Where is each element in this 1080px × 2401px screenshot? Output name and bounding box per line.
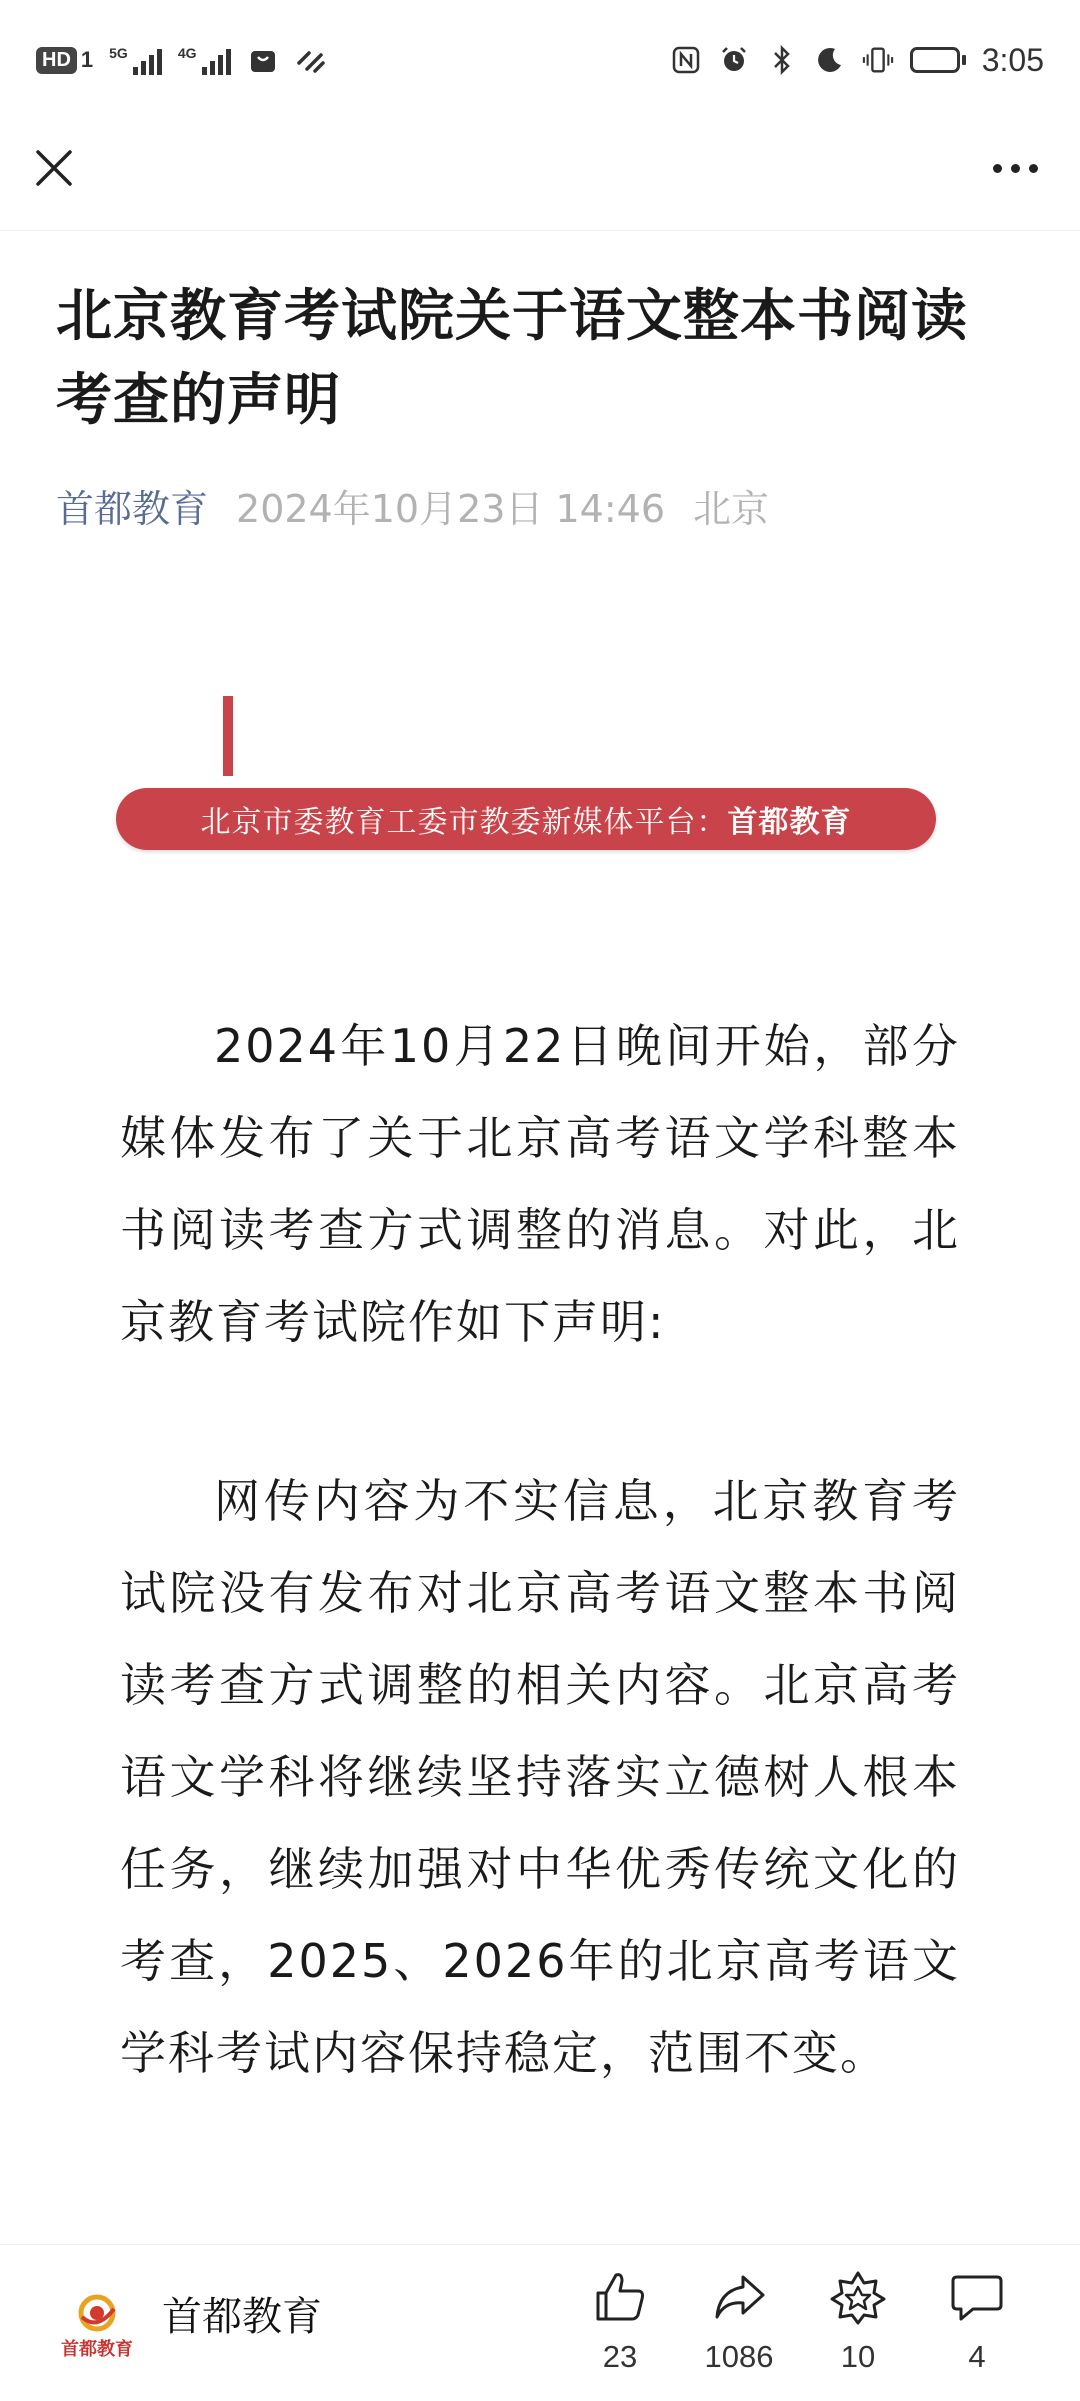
author-link[interactable]: 首都教育 <box>56 487 209 531</box>
close-button[interactable] <box>26 140 82 196</box>
top-nav <box>0 120 1080 231</box>
hd-label: HD <box>36 47 77 74</box>
sim-label: 1 <box>80 47 94 72</box>
banner-accent-line <box>223 696 233 776</box>
moon-icon <box>814 44 846 76</box>
banner-pill <box>116 788 936 850</box>
thumbs-up-icon <box>590 2267 650 2327</box>
signal-4g-icon <box>178 45 231 75</box>
close-icon <box>34 148 74 188</box>
signal-4g-tag: 4G <box>177 45 197 61</box>
brand-banner-image <box>80 680 960 860</box>
battery-icon <box>910 47 966 73</box>
comment-icon <box>947 2267 1007 2327</box>
account-logo[interactable] <box>52 2287 142 2367</box>
shopping-bag-icon <box>247 44 279 76</box>
logo-text: 首都教育 <box>61 2339 133 2360</box>
share-button[interactable] <box>674 2267 804 2375</box>
signal-5g-icon <box>109 45 162 75</box>
banner-brand: 首都教育 <box>727 805 852 840</box>
share-icon <box>709 2267 769 2327</box>
bottom-action-bar <box>0 2244 1080 2401</box>
comment-button[interactable] <box>912 2267 1042 2375</box>
publish-location: 北京 <box>693 487 770 531</box>
clock: 3:05 <box>981 41 1044 78</box>
share-count: 1086 <box>704 2339 774 2374</box>
like-count: 23 <box>602 2339 638 2374</box>
banner-text: 北京市委教育工委市教委新媒体平台： <box>200 805 728 840</box>
wow-count: 10 <box>840 2339 876 2374</box>
more-icon <box>993 164 1002 173</box>
more-button[interactable] <box>980 140 1050 196</box>
bluetooth-icon <box>766 44 798 76</box>
comment-count: 4 <box>968 2339 986 2374</box>
nfc-icon <box>670 44 702 76</box>
like-button[interactable] <box>555 2267 685 2375</box>
status-bar <box>0 0 1080 120</box>
link-icon <box>295 44 327 76</box>
wow-button[interactable] <box>793 2267 923 2375</box>
publish-datetime: 2024年10月23日 14:46 <box>236 487 666 531</box>
article-paragraph: 网传内容为不实信息，北京教育考试院没有发布对北京高考语文整本书阅读考查方式调整的相关内容。北京高考语文学科将继续坚持落实立德树人根本任务，继续加强对中华优秀传统文化的考查，2025、2026年的北京高考语文学科考试内容保持稳定，范围不变。 <box>120 1474 960 2080</box>
status-right <box>670 42 1044 79</box>
alarm-icon <box>718 44 750 76</box>
vibrate-icon <box>862 44 894 76</box>
article-paragraph: 2024年10月22日晚间开始，部分媒体发布了关于北京高考语文学科整本书阅读考查方式调整的消息。对此，北京教育考试院作如下声明: <box>120 1019 960 1349</box>
article-meta <box>56 478 769 533</box>
status-left <box>36 44 327 76</box>
article-title: 北京教育考试院关于语文整本书阅读考查的声明 <box>56 284 968 433</box>
account-name[interactable]: 首都教育 <box>162 2294 322 2340</box>
hd-indicator <box>36 47 93 74</box>
signal-5g-tag: 5G <box>109 45 128 61</box>
star-badge-icon <box>828 2267 888 2327</box>
